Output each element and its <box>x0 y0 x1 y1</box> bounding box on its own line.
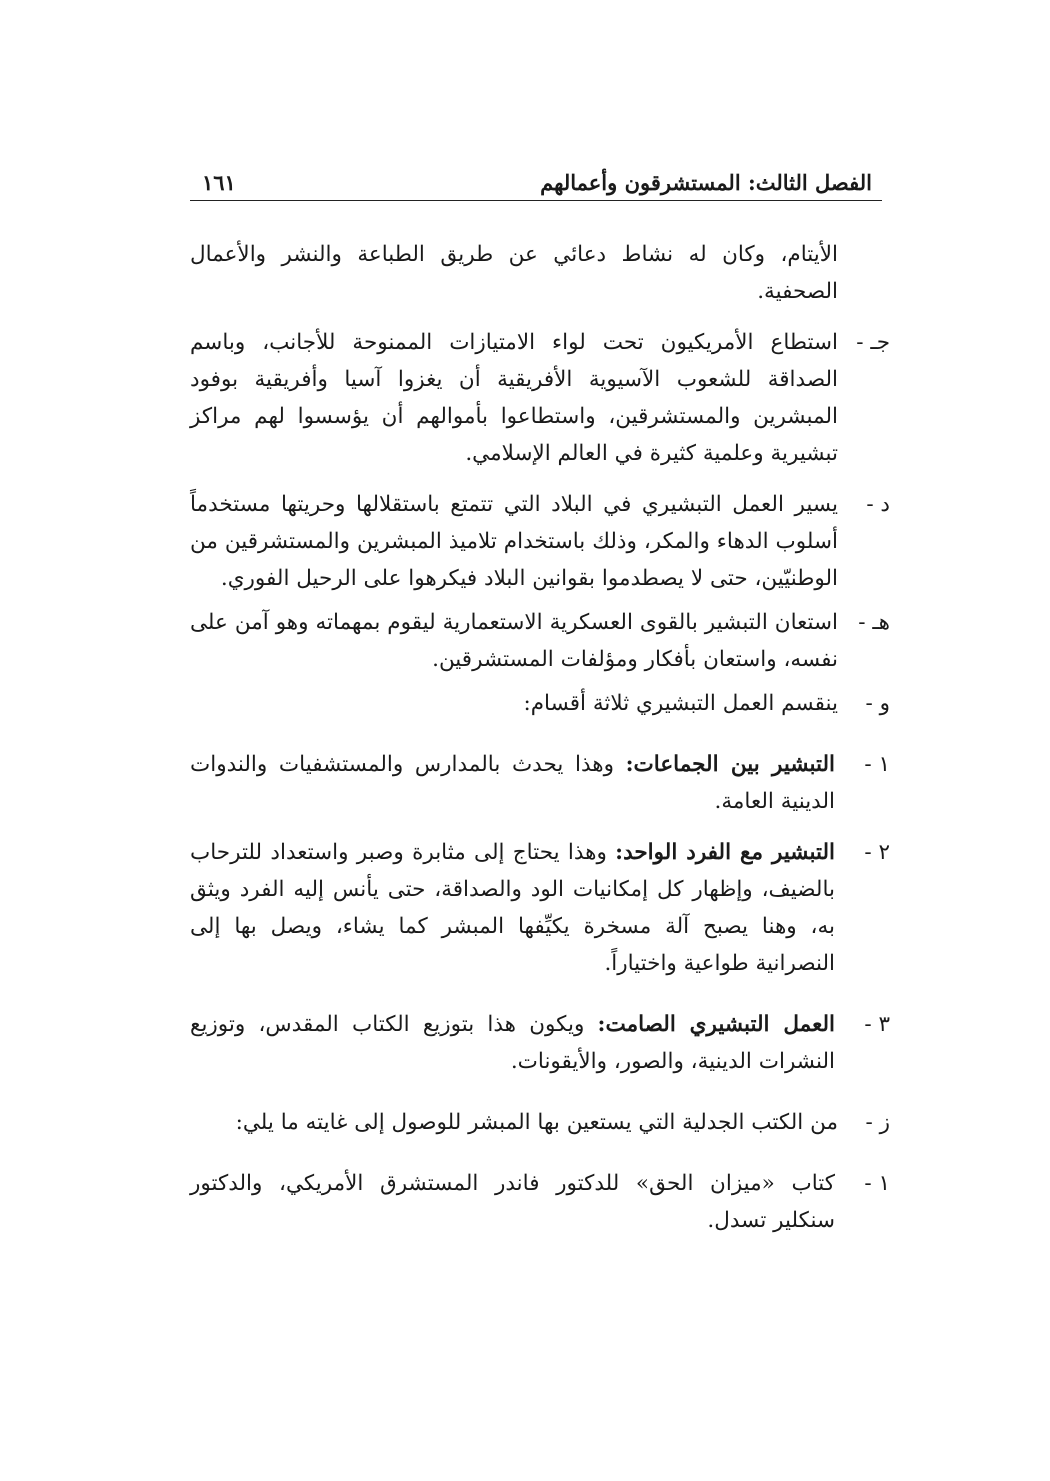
book-item-1 <box>190 1165 890 1239</box>
list-item-ha <box>190 604 890 678</box>
list-marker: ١ - <box>864 752 890 777</box>
list-item-text: وهذا يحتاج إلى مثابرة وصبر واستعداد للترحاب بالضيف، وإظهار كل إمكانيات الود والصداقة، حتى يأنس إليه الفرد ويثق به، وهنا يصبح آلة مسخرة يكيِّفها المبشر كما يشاء، ويصل بها إلى النصرانية طواعية واختياراً. <box>190 840 835 976</box>
list-marker: ٣ - <box>864 1012 890 1037</box>
list-marker: جـ - <box>856 330 890 355</box>
list-item-text: من الكتب الجدلية التي يستعين بها المبشر للوصول إلى غايته ما يلي: <box>235 1110 838 1135</box>
list-item-text: استطاع الأمريكيون تحت لواء الامتيازات الممنوحة للأجانب، وباسم الصداقة للشعوب الآسيوية الأفريقية أن يغزوا آسيا وأفريقية بوفود المبشرين والمستشرقين، واستطاعوا بأموالهم أن يؤسسوا لهم مراكز تبشيرية وعلمية كثيرة في العالم الإسلامي. <box>190 330 838 466</box>
header-divider <box>190 200 882 201</box>
paragraph-continuation: الأيتام، وكان له نشاط دعائي عن طريق الطباعة والنشر والأعمال الصحفية. <box>190 242 838 304</box>
body-text <box>190 236 890 1239</box>
list-marker: ١ - <box>864 1171 890 1196</box>
item-heading: العمل التبشيري الصامت: <box>597 1012 835 1037</box>
list-item-zay <box>190 1104 890 1141</box>
list-marker: ٢ - <box>864 840 890 865</box>
list-marker: ز - <box>865 1110 890 1135</box>
numbered-item-3 <box>190 1006 890 1080</box>
list-marker: د - <box>866 492 890 517</box>
list-marker: هـ - <box>858 610 890 635</box>
list-item-jeem <box>190 324 890 472</box>
item-heading: التبشير بين الجماعات: <box>625 752 836 777</box>
list-item-text: استعان التبشير بالقوى العسكرية الاستعمارية ليقوم بمهماته وهو آمن على نفسه، واستعان بأفكار ومؤلفات المستشرقين. <box>190 610 838 672</box>
numbered-item-1 <box>190 746 890 820</box>
list-item-waw <box>190 685 890 722</box>
item-heading: التبشير مع الفرد الواحد: <box>615 840 835 865</box>
list-item-text: يسير العمل التبشيري في البلاد التي تتمتع باستقلالها وحريتها مستخدماً أسلوب الدهاء والمكر، وذلك باستخدام تلاميذ المبشرين والمستشرقين من الوطنيّين، حتى لا يصطدموا بقوانين البلاد فيكرهوا على الرحيل الفوري. <box>190 492 838 591</box>
list-item-text: ويكون هذا بتوزيع الكتاب المقدس، وتوزيع النشرات الدينية، والصور، والأيقونات. <box>190 1012 835 1074</box>
numbered-item-2 <box>190 834 890 982</box>
list-item-dal <box>190 486 890 597</box>
list-item-text: ينقسم العمل التبشيري ثلاثة أقسام: <box>523 691 838 716</box>
page-number: ١٦١ <box>202 170 236 195</box>
list-marker: و - <box>865 691 890 716</box>
running-header <box>190 168 880 202</box>
list-item-text: وهذا يحدث بالمدارس والمستشفيات والندوات الدينية العامة. <box>190 752 835 814</box>
list-item-text: كتاب «ميزان الحق» للدكتور فاندر المستشرق الأمريكي، والدكتور سنكلير تسدل. <box>190 1171 835 1233</box>
chapter-title: الفصل الثالث: المستشرقون وأعمالهم <box>540 170 872 195</box>
